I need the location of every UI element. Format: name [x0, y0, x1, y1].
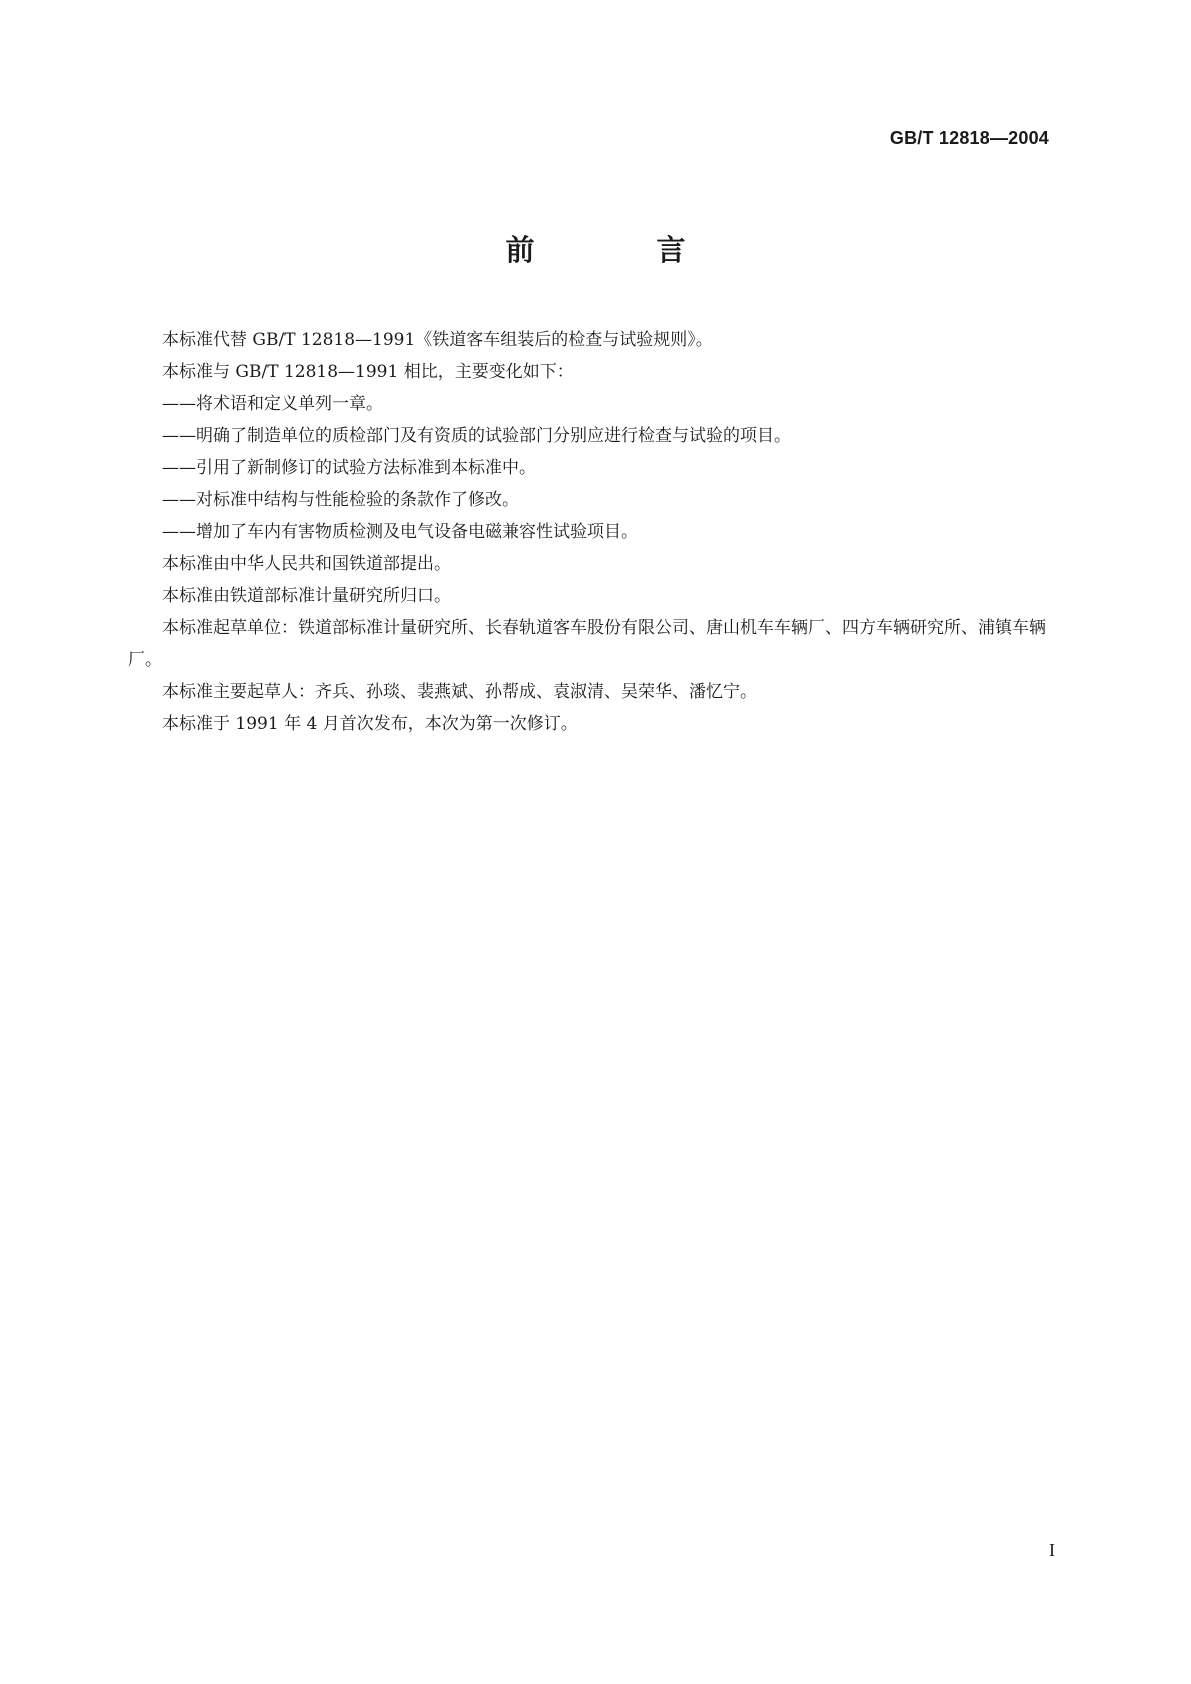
change-item: ——明确了制造单位的质检部门及有资质的试验部门分别应进行检查与试验的项目。: [162, 426, 791, 446]
page-number: I: [1049, 1540, 1055, 1560]
change-item: ——引用了新制修订的试验方法标准到本标准中。: [162, 458, 536, 478]
paragraph-changes-intro: 本标准与 GB/T 12818—1991 相比，主要变化如下：: [162, 362, 574, 382]
foreword-body: [128, 324, 1058, 740]
paragraph-publication-history: 本标准于 1991 年 4 月首次发布，本次为第一次修订。: [162, 714, 578, 734]
paragraph-drafters: 本标准主要起草人：齐兵、孙琰、裴燕斌、孙帮成、袁淑清、吴荣华、潘忆宁。: [162, 682, 757, 702]
page-title: 前 言: [505, 233, 742, 267]
change-item: ——增加了车内有害物质检测及电气设备电磁兼容性试验项目。: [162, 522, 638, 542]
paragraph-managed-by: 本标准由铁道部标准计量研究所归口。: [162, 586, 451, 606]
paragraph-proposed-by: 本标准由中华人民共和国铁道部提出。: [162, 554, 451, 574]
standard-code: GB/T 12818—2004: [889, 128, 1049, 148]
change-item: ——对标准中结构与性能检验的条款作了修改。: [162, 490, 519, 510]
paragraph-drafting-units: 本标准起草单位：铁道部标准计量研究所、长春轨道客车股份有限公司、唐山机车车辆厂、四方车辆研究所、浦镇车辆厂。: [128, 618, 1046, 670]
paragraph-replaces: 本标准代替 GB/T 12818—1991《铁道客车组装后的检查与试验规则》。: [162, 330, 713, 350]
change-item: ——将术语和定义单列一章。: [162, 394, 383, 414]
